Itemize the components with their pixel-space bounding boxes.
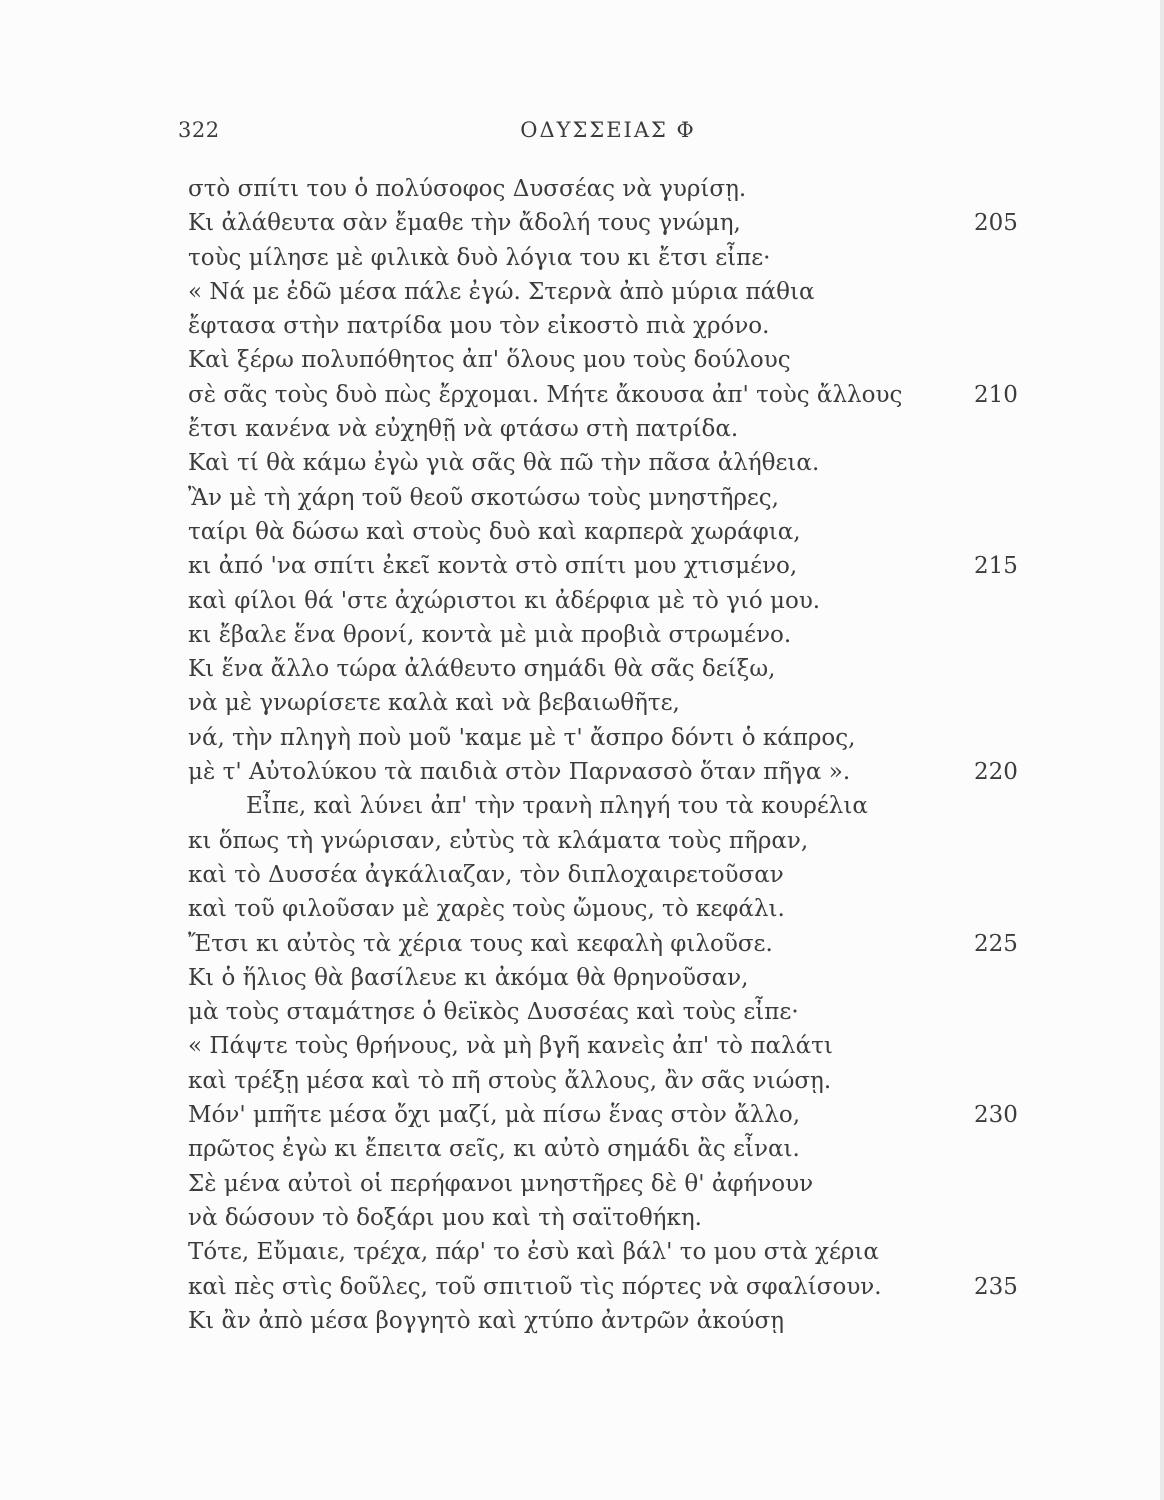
verse-line-text: κι ὅπως τὴ γνώρισαν, εὐτὺς τὰ κλάματα τοὺς πῆραν, [188,827,809,854]
verse-line-text: κι ἀπό 'να σπίτι ἐκεῖ κοντὰ στὸ σπίτι μου χτισμένο, [188,553,798,580]
verse-line-text: Κι ἕνα ἄλλο τώρα ἀλάθευτο σημάδι θὰ σᾶς δείξω, [188,656,776,683]
verse-line [188,1235,1048,1269]
verse-line [188,1064,1048,1098]
verse-line-text: « Νά με ἐδῶ μέσα πάλε ἐγώ. Στερνὰ ἀπὸ μύρια πάθια [188,278,815,305]
verse-line-text: νὰ μὲ γνωρίσετε καλὰ καὶ νὰ βεβαιωθῆτε, [188,690,680,717]
page-header [178,118,1038,154]
verse-line [188,686,1048,720]
verse-line [188,172,1048,206]
verse-line [188,309,1048,343]
verse-line [188,1132,1048,1166]
line-number: 225 [974,930,1018,957]
verse-line [188,618,1048,652]
verse-line-text: καὶ τὸ Δυσσέα ἀγκάλιαζαν, τὸν διπλοχαιρετοῦσαν [188,861,784,888]
verse-line-text: καὶ τρέξῃ μέσα καὶ τὸ πῆ στοὺς ἄλλους, ἂν σᾶς νιώσῃ. [188,1067,832,1094]
verse-line-text: Καὶ τί θὰ κάμω ἐγὼ γιὰ σᾶς θὰ πῶ τὴν πᾶσα ἀλήθεια. [188,450,820,477]
verse-line [188,481,1048,515]
verse-line [188,927,1048,961]
line-number: 215 [974,553,1018,580]
verse-line-text: ἔφτασα στὴν πατρίδα μου τὸν εἰκοστὸ πιὰ χρόνο. [188,313,770,340]
page-number: 322 [178,118,220,142]
line-number: 230 [974,1102,1018,1129]
verse-line-text: τοὺς μίλησε μὲ φιλικὰ δυὸ λόγια του κι ἔτσι εἶπε· [188,244,771,271]
verse-line [188,1201,1048,1235]
line-number: 235 [974,1273,1018,1300]
verse-line-text: πρῶτος ἐγὼ κι ἔπειτα σεῖς, κι αὐτὸ σημάδι ἂς εἶναι. [188,1136,800,1163]
verse-line-text: Σὲ μένα αὐτοὶ οἱ περήφανοι μνηστῆρες δὲ θ' ἀφήνουν [188,1170,814,1197]
verse-line [188,1029,1048,1063]
verse-line [188,1304,1048,1338]
verse-text [188,172,1048,1338]
verse-line-text: Κι ἀλάθευτα σὰν ἔμαθε τὴν ἄδολή τους γνώμη, [188,210,741,237]
verse-line [188,961,1048,995]
line-number: 210 [974,381,1018,408]
verse-line [188,446,1048,480]
verse-line [188,241,1048,275]
verse-line [188,721,1048,755]
verse-line [188,824,1048,858]
verse-line-text: Καὶ ξέρω πολυπόθητος ἀπ' ὅλους μου τοὺς δούλους [188,347,791,374]
verse-line-text: καὶ πὲς στὶς δοῦλες, τοῦ σπιτιοῦ τὶς πόρτες νὰ σφαλίσουν. [188,1273,882,1300]
verse-line [188,1270,1048,1304]
verse-line [188,206,1048,240]
verse-line-text: μὰ τοὺς σταμάτησε ὁ θεϊκὸς Δυσσέας καὶ τοὺς εἶπε· [188,999,799,1026]
verse-line-text: νὰ δώσουν τὸ δοξάρι μου καὶ τὴ σαϊτοθήκη. [188,1204,702,1231]
line-number: 205 [974,210,1018,237]
verse-line [188,275,1048,309]
verse-line-text: ἔτσι κανένα νὰ εὐχηθῇ νὰ φτάσω στὴ πατρίδα. [188,416,739,443]
verse-line [188,412,1048,446]
verse-line-text: ταίρι θὰ δώσω καὶ στοὺς δυὸ καὶ καρπερὰ χωράφια, [188,518,801,545]
verse-line-text: σὲ σᾶς τοὺς δυὸ πὼς ἔρχομαι. Μήτε ἄκουσα ἀπ' τοὺς ἄλλους [188,381,903,408]
verse-line-text: Κι ὁ ἥλιος θὰ βασίλευε κι ἀκόμα θὰ θρηνοῦσαν, [188,964,749,991]
verse-line [188,1167,1048,1201]
verse-line-text: Κι ἂν ἀπὸ μέσα βογγητὸ καὶ χτύπο ἀντρῶν ἀκούσῃ [188,1307,785,1334]
verse-line-text: Ἔτσι κι αὐτὸς τὰ χέρια τους καὶ κεφαλὴ φιλοῦσε. [188,930,773,957]
verse-line [188,858,1048,892]
verse-line-text: Τότε, Εὔμαιε, τρέχα, πάρ' το ἐσὺ καὶ βάλ' το μου στὰ χέρια [188,1239,879,1266]
verse-line-text: νά, τὴν πληγὴ ποὺ μοῦ 'καμε μὲ τ' ἄσπρο δόντι ὁ κάπρος, [188,724,856,751]
verse-line [188,789,1048,823]
verse-line-text: « Πάψτε τοὺς θρήνους, νὰ μὴ βγῆ κανεὶς ἀπ' τὸ παλάτι [188,1033,833,1060]
verse-line-text: καὶ φίλοι θά 'στε ἀχώριστοι κι ἀδέρφια μὲ τὸ γιό μου. [188,587,821,614]
verse-line-text: στὸ σπίτι του ὁ πολύσοφος Δυσσέας νὰ γυρίσῃ. [188,176,747,202]
page-edge [1160,0,1164,1500]
verse-line [188,995,1048,1029]
verse-line [188,515,1048,549]
verse-line [188,343,1048,377]
verse-line-text: Μόν' μπῆτε μέσα ὄχι μαζί, μὰ πίσω ἕνας στὸν ἄλλο, [188,1102,801,1129]
verse-line [188,652,1048,686]
verse-line-text: καὶ τοῦ φιλοῦσαν μὲ χαρὲς τοὺς ὤμους, τὸ κεφάλι. [188,896,785,923]
verse-line [188,755,1048,789]
verse-line [188,378,1048,412]
verse-line [188,892,1048,926]
verse-line-text: μὲ τ' Αὐτολύκου τὰ παιδιὰ στὸν Παρνασσὸ ὅταν πῆγα ». [188,759,851,786]
running-title: ΟΔΥΣΣΕΙΑΣ Φ [520,118,696,142]
verse-line-text: Εἶπε, καὶ λύνει ἀπ' τὴν τρανὴ πληγή του τὰ κουρέλια [246,793,868,820]
verse-line [188,1098,1048,1132]
verse-line [188,549,1048,583]
verse-line-text: Ἂν μὲ τὴ χάρη τοῦ θεοῦ σκοτώσω τοὺς μνηστῆρες, [188,484,779,511]
verse-line-text: κι ἔβαλε ἕνα θρονί, κοντὰ μὲ μιὰ προβιὰ στρωμένο. [188,621,792,648]
verse-line [188,584,1048,618]
line-number: 220 [974,759,1018,786]
